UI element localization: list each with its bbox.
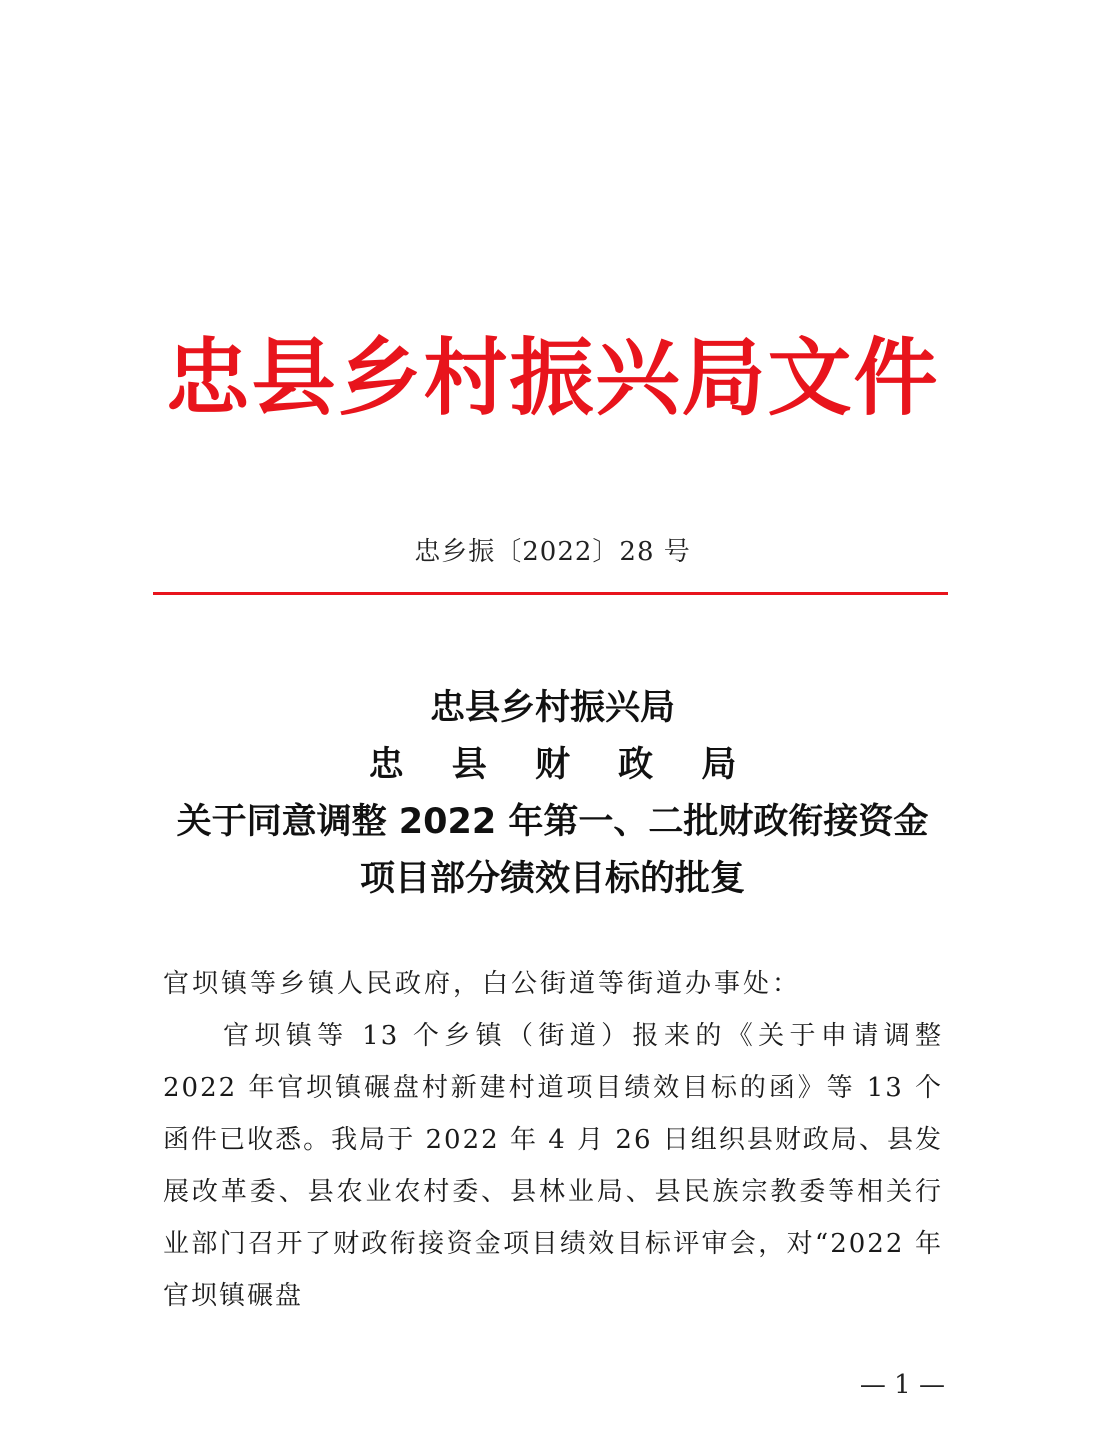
document-masthead: 忠县乡村振兴局文件 xyxy=(165,329,940,427)
body-paragraph: 官坝镇等 13 个乡镇（街道）报来的《关于申请调整 2022 年官坝镇碾盘村新建村道项目绩效目标的函》等 13 个函件已收悉。我局于 2022 年 4 月 26 日组织县财政局、县发展改革委、县农业农村委、县林业局、县民族宗教委等相关行业部门召开了财政衔接资金项目绩效目标评审会，对“2022 年官坝镇碾盘 xyxy=(163,1021,943,1311)
title-subject-line-2: 项目部分绩效目标的批复 xyxy=(359,859,745,899)
addressee-line: 官坝镇等乡镇人民政府，白公街道等街道办事处： xyxy=(163,969,802,999)
page-number: — 1 — xyxy=(859,1370,945,1400)
red-separator-line xyxy=(153,592,948,595)
title-issuer-1: 忠县乡村振兴局 xyxy=(429,688,675,728)
title-subject-line-1: 关于同意调整 2022 年第一、二批财政衔接资金 xyxy=(176,802,929,842)
document-number: 忠乡振〔2022〕28 号 xyxy=(414,537,691,567)
title-issuer-2: 忠 县 财 政 局 xyxy=(368,745,755,785)
document-title xyxy=(0,680,1105,908)
